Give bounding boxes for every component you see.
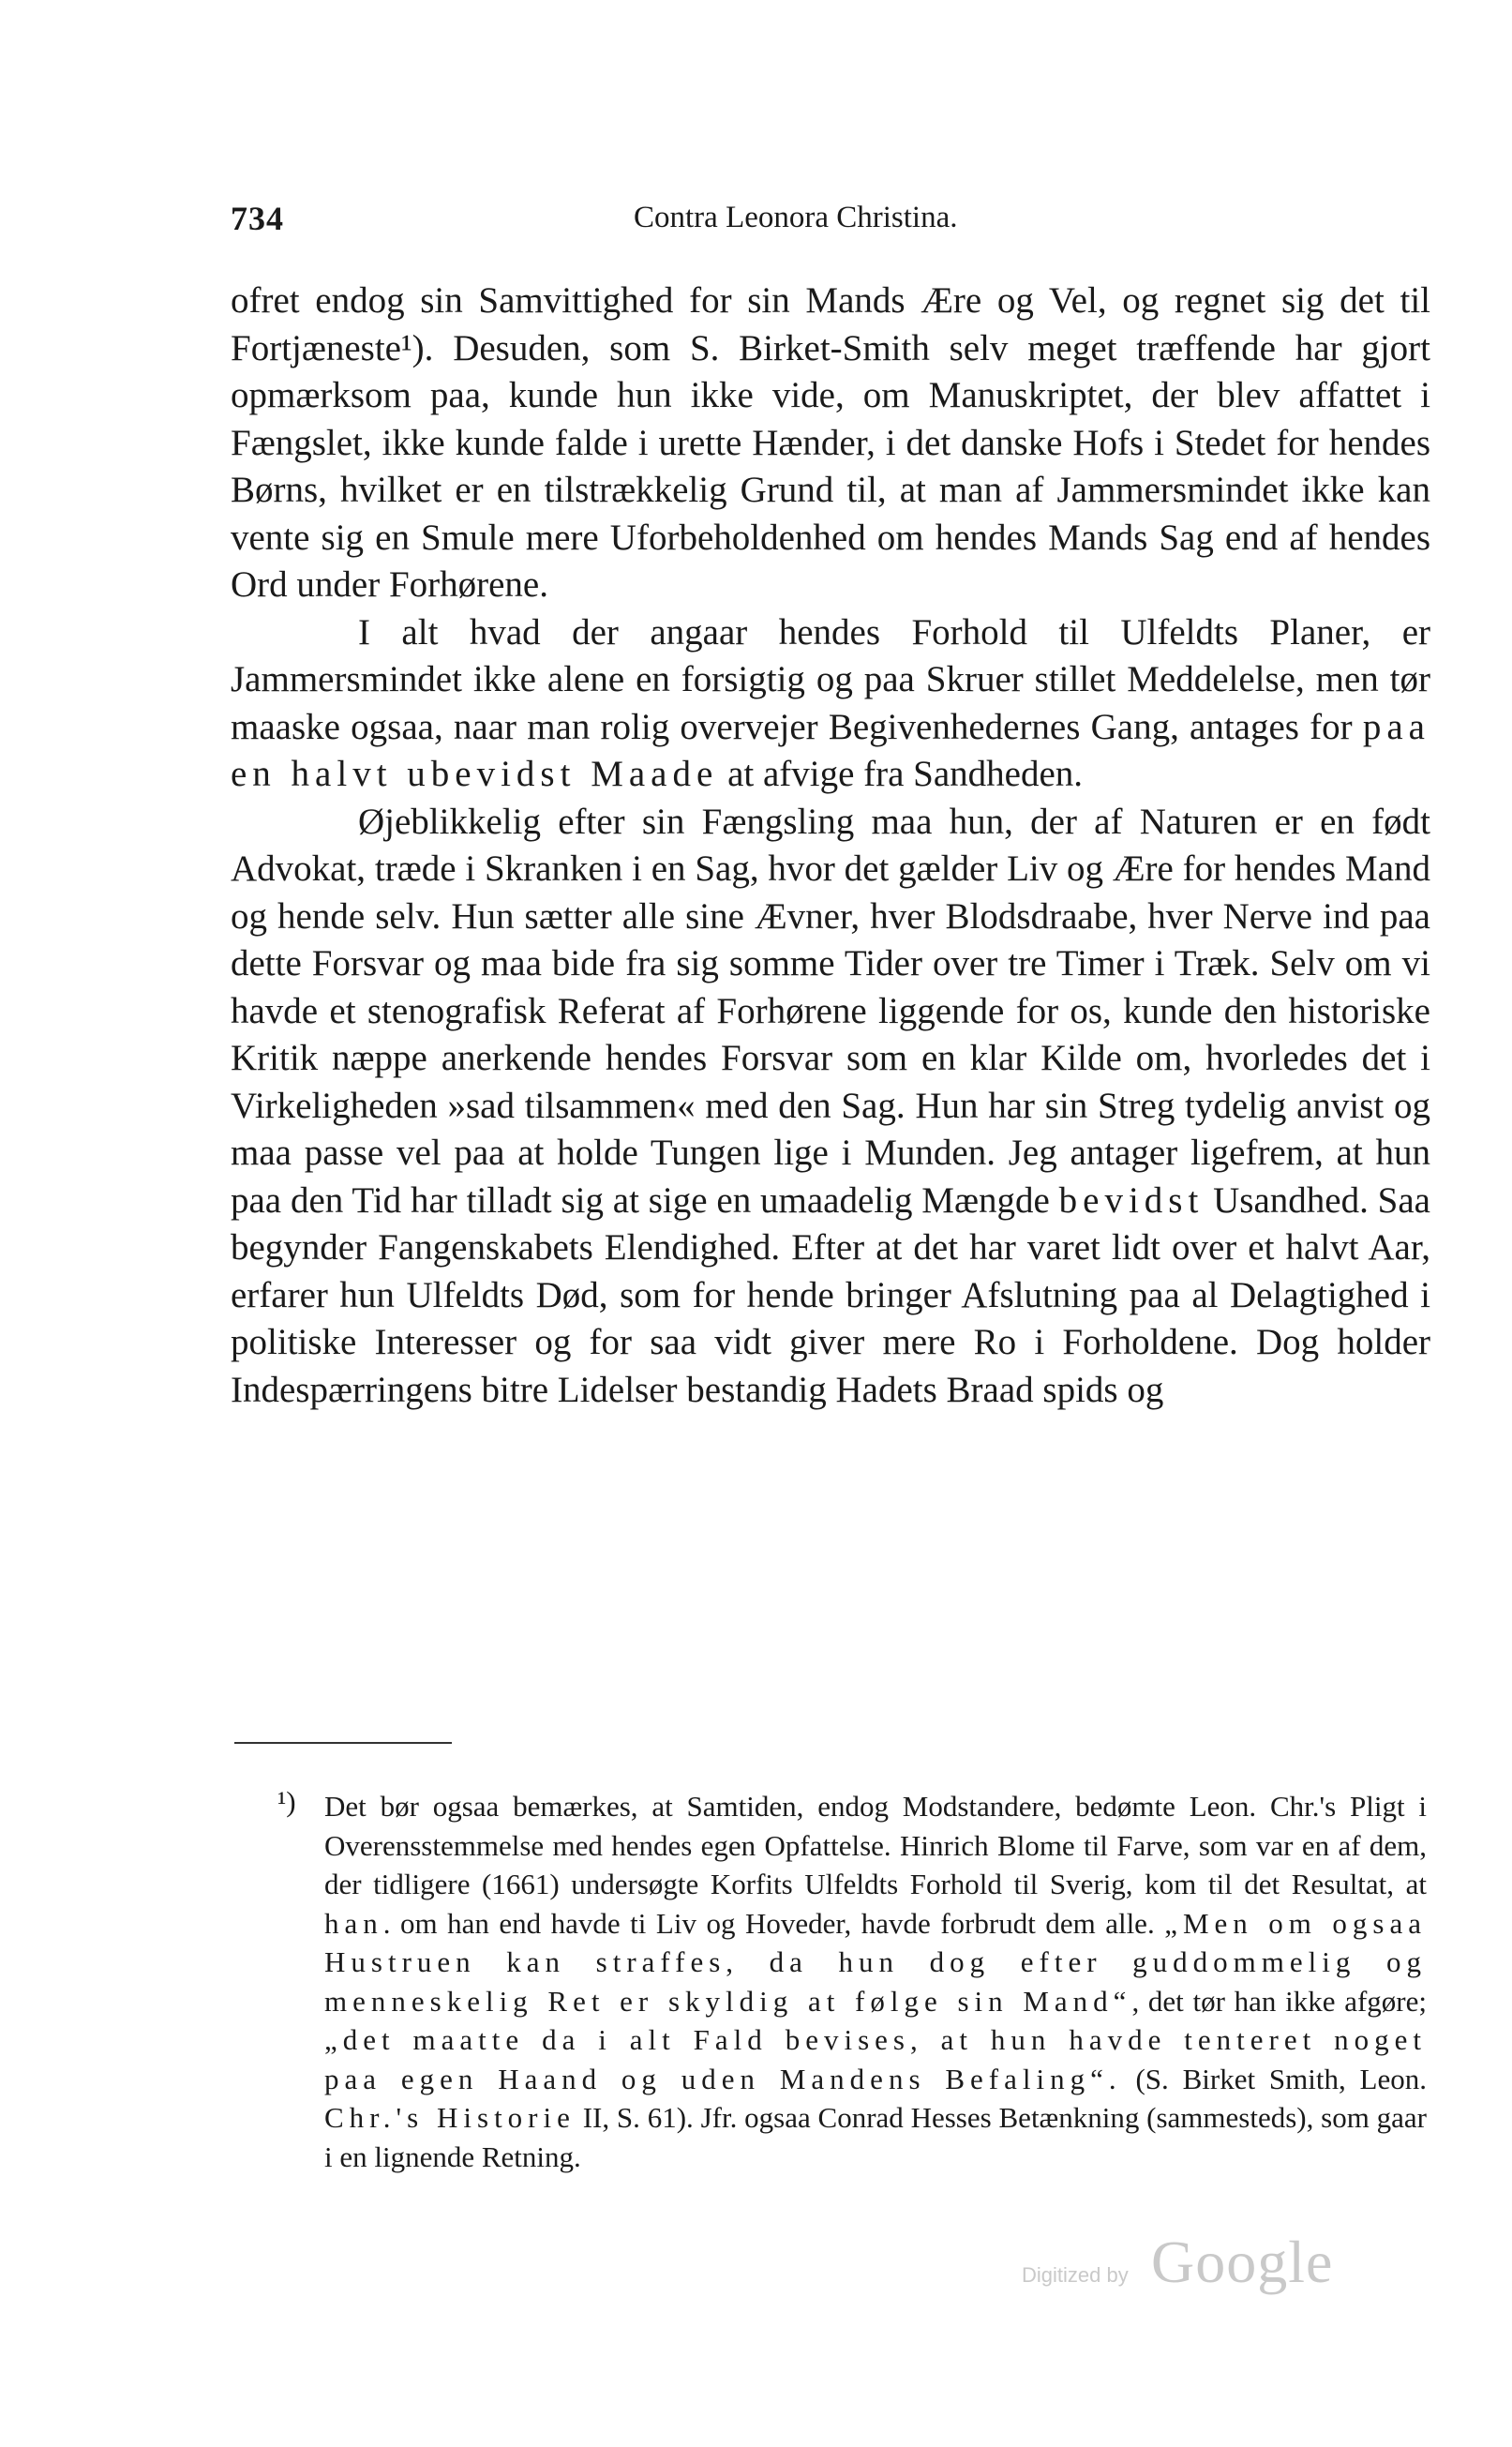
page-number: 734 <box>231 200 284 237</box>
footnote-marker: ¹) <box>277 1785 296 1818</box>
paragraph-3-text-b: Usandhed. Saa begynder Fangenskabets Elendighed. Efter at det har varet lidt over et halvt Aar, erfarer hun Ulfeldts Død, som for hende bringer Afslutning paa al Delagtighed i politiske Interesser og for saa vidt giver mere Ro i Forholdene. Dog holder Indespærringens bitre Lidelser bestandig Hadets Braad spids og <box>231 1179 1430 1410</box>
paragraph-3 <box>231 799 1430 1415</box>
running-title: Contra Leonora Christina. <box>634 201 958 234</box>
footnote-spaced-1: han <box>324 1906 383 1940</box>
footnote-spaced-3: „det maatte da i alt Fald bevises, at hun havde tenteret noget paa egen Haand og uden Mandens Befaling“. <box>324 2023 1427 2095</box>
footnote <box>324 1787 1427 2176</box>
body-text <box>231 278 1430 1414</box>
google-logo: Google <box>1151 2229 1334 2295</box>
watermark-digitized-label: Digitized by <box>1022 2263 1129 2287</box>
footnote-spaced-2: „Men om ogsaa Hustruen kan straffes, da hun dog efter guddommelig og menneskelig Ret er skyldig at følge sin Mand“ <box>324 1906 1428 2018</box>
page-header <box>231 199 1430 246</box>
paragraph-2-text-b: at afvige fra Sandheden. <box>727 754 1084 794</box>
footnote-text-1: Det bør ogsaa bemærkes, at Samtiden, endog Modstandere, bedømte Leon. Chr.'s Pligt i Overensstemmelse med hendes egen Opfattelse. Hinrich Blome til Farve, som var en af dem, der tidligere (1661) undersøgte Korfits Ulfeldts Forhold til Sverig, kom til det Resultat, at <box>324 1790 1427 1900</box>
footnote-text-2: . om han end havde ti Liv og Hoveder, havde forbrudt dem alle. <box>382 1906 1155 1940</box>
footnote-text-3: , det tør han ikke afgøre; <box>1131 1984 1428 2018</box>
paragraph-3-spaced-text: bevidst <box>1058 1179 1205 1221</box>
paragraph-2-spaced-text: paa en halvt ubevidst Maade <box>231 706 1430 794</box>
paragraph-2 <box>231 609 1430 799</box>
footnote-text-5: II, S. 61). Jfr. ogsaa Conrad Hesses Betænkning (sammesteds), som gaar i en lignende Retning. <box>324 2101 1427 2173</box>
paragraph-3-text-a: Øjeblikkelig efter sin Fængsling maa hun, der af Naturen er en født Advokat, træde i Skranken i en Sag, hvor det gælder Liv og Ære for hendes Mand og hende selv. Hun sætter alle sine Ævner, hver Blodsdraabe, hver Nerve ind paa dette Forsvar og maa bide fra sig somme Tider over tre Timer i Træk. Selv om vi havde et stenografisk Referat af Forhørene liggende for os, kunde den historiske Kritik næppe anerkende hendes Forsvar som en klar Kilde om, hvorledes det i Virkeligheden »sad tilsammen« med den Sag. Hun har sin Streg tydelig anvist og maa passe vel paa at holde Tungen lige i Munden. Jeg antager ligefrem, at hun paa den Tid har tilladt sig at sige en umaadelig Mængde <box>231 801 1430 1221</box>
footnote-spaced-4: Chr.'s Historie <box>324 2101 576 2134</box>
google-watermark <box>1022 2228 1334 2303</box>
footnote-divider <box>234 1742 452 1744</box>
footnote-text-4: (S. Birket Smith, Leon. <box>1135 2062 1428 2095</box>
paragraph-2-text-a: I alt hvad der angaar hendes Forhold til Ulfeldts Planer, er Jammersmindet ikke alene en forsigtig og paa Skruer stillet Meddelelse, men tør maaske ogsaa, naar man rolig overvejer Begivenhedernes Gang, antages for <box>231 611 1430 747</box>
paragraph-1: ofret endog sin Samvittighed for sin Mands Ære og Vel, og regnet sig det til Fortjæneste¹). Desuden, som S. Birket-Smith selv meget træffende har gjort opmærksom paa, kunde hun ikke vide, om Manuskriptet, der blev affattet i Fængslet, ikke kunde falde i urette Hænder, i det danske Hofs i Stedet for hendes Børns, hvilket er en tilstrækkelig Grund til, at man af Jammersmindet ikke kan vente sig en Smule mere Uforbeholdenhed om hendes Mands Sag end af hendes Ord under Forhørene. <box>231 280 1430 605</box>
